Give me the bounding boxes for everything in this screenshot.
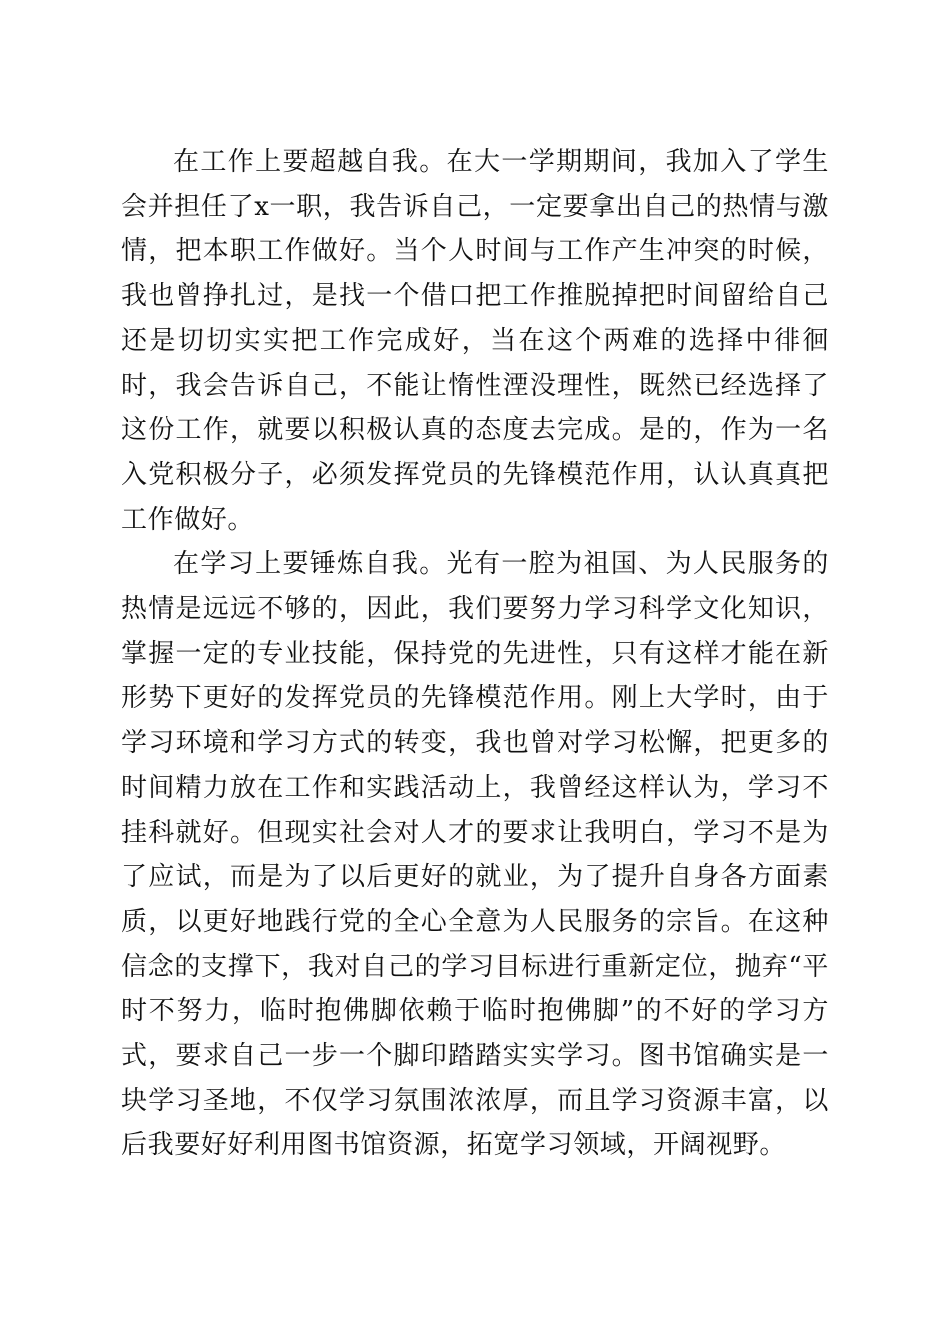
document-body (121, 140, 829, 1168)
paragraph-study: 在学习上要锤炼自我。光有一腔为祖国、为人民服务的热情是远远不够的，因此，我们要努力学习科学文化知识，掌握一定的专业技能，保持党的先进性，只有这样才能在新形势下更好的发挥党员的先锋模范作用。刚上大学时，由于学习环境和学习方式的转变，我也曾对学习松懈，把更多的时间精力放在工作和实践活动上，我曾经这样认为，学习不挂科就好。但现实社会对人才的要求让我明白，学习不是为了应试，而是为了以后更好的就业，为了提升自身各方面素质，以更好地践行党的全心全意为人民服务的宗旨。在这种信念的支撑下，我对自己的学习目标进行重新定位，抛弃“平时不努力，临时抱佛脚依赖于临时抱佛脚”的不好的学习方式，要求自己一步一个脚印踏踏实实学习。图书馆确实是一块学习圣地，不仅学习氛围浓浓厚，而且学习资源丰富，以后我要好好利用图书馆资源，拓宽学习领域，开阔视野。 (121, 549, 829, 1161)
paragraph-work: 在工作上要超越自我。在大一学期期间，我加入了学生会并担任了x一职，我告诉自己，一定要拿出自己的热情与激情，把本职工作做好。当个人时间与工作产生冲突的时候，我也曾挣扎过，是找一个借口把工作推脱掉把时间留给自己还是切切实实把工作完成好，当在这个两难的选择中徘徊时，我会告诉自己，不能让惰性湮没理性，既然已经选择了这份工作，就要以积极认真的态度去完成。是的，作为一名入党积极分子，必须发挥党员的先锋模范作用，认认真真把工作做好。 (121, 147, 829, 535)
